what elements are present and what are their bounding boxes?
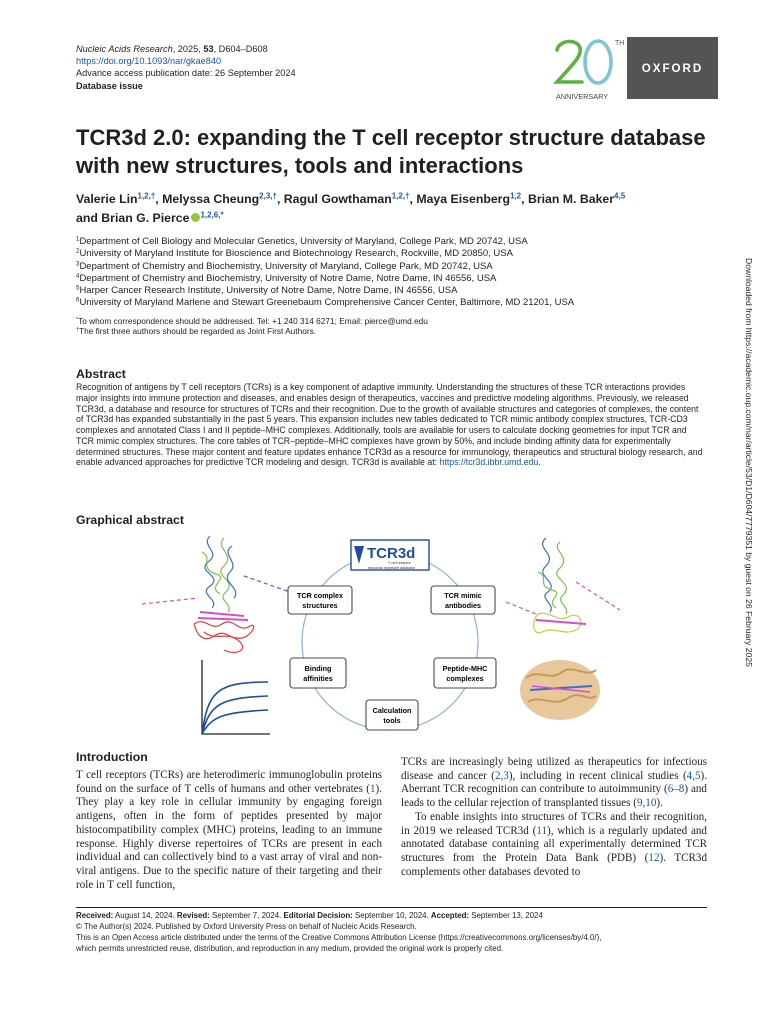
article-footer (76, 911, 712, 955)
introduction-heading: Introduction (76, 750, 148, 764)
article-title: TCR3d 2.0: expanding the T cell receptor structure database with new structures, tools and interactions (76, 125, 706, 178)
author-joiner: and (76, 211, 98, 225)
graphical-abstract-heading: Graphical abstract (76, 513, 184, 527)
affiliations (76, 236, 716, 310)
author-notes (76, 316, 716, 337)
citation-ref[interactable]: 2,3 (494, 769, 509, 782)
node-tcr-complex (288, 586, 352, 614)
joint-first-note: †The first three authors should be regarded as Joint First Authors. (76, 326, 317, 337)
author: Brian G. Pierce $^{1,2,6,*}$ (101, 210, 224, 225)
intro-paragraph: TCRs are increasingly being utilized as therapeutics for infectious disease and cancer (2,3), including in recent clinical studies (4,5). Aberrant TCR recognition can contribute to autoimmunity (6–8) and leads to the cellular rejection of transplanted tissues (9,10). (401, 756, 707, 810)
affiliation: $^1$Department of Cell Biology and Molecular Genetics, University of Maryland, College Park, MD 20742, USA (76, 235, 528, 247)
binding-curves-image (202, 660, 270, 734)
logo-anniversary: ANNIVERSARY (556, 92, 609, 101)
svg-text:TCR mimic: TCR mimic (444, 591, 482, 600)
tcr-mimic-structure-image (506, 538, 620, 633)
tcr3d-logo (351, 540, 429, 570)
node-peptide-mhc (434, 658, 496, 688)
publisher-name: OXFORD (641, 61, 704, 75)
graphical-abstract-figure (140, 532, 630, 740)
citation-ref[interactable]: 12 (648, 851, 660, 864)
journal-meta (76, 43, 296, 92)
node-binding-affinities (290, 658, 346, 688)
svg-text:Peptide-MHC: Peptide-MHC (442, 664, 488, 673)
tcr3d-logo-sub1: T cell receptor (388, 561, 411, 565)
tcr3d-logo-text: TCR3d (367, 545, 416, 562)
affiliation: $^5$Harper Cancer Research Institute, University of Notre Dame, Notre Dame, IN 46556, USA (76, 284, 458, 297)
volume: 53 (203, 44, 214, 54)
tcr3d-logo-sub2: structural repertoire database (368, 566, 415, 570)
license-line: This is an Open Access article distributed under the terms of the Creative Commons Attribution License (https://creativecommons.org/licenses/by/4.0/), (76, 932, 602, 942)
affiliation: $^6$University of Maryland Marlene and Stewart Greenebaum Comprehensive Cancer Center, Baltimore, MD 21201, USA (76, 297, 575, 309)
citation-year: , 2025, (172, 44, 204, 54)
intro-paragraph: T cell receptors (TCRs) are heterodimeric immunoglobulin proteins found on the surface of T cells of humans and other vertebrates (1). They play a key role in cellular immunity by engaging foreign antigens, often in the form of peptides presented by major histocompatibility complex (MHC) proteins, leading to an immune response. Highly diverse repertoires of TCRs are present in each individual and can collectively bind to a vast array of viral and non-viral antigens. Due to the specific nature of their targeting and their role in T cell function, (76, 769, 382, 891)
abstract-heading: Abstract (76, 367, 126, 381)
abstract-text: Recognition of antigens by T cell receptors (TCRs) is a key component of adaptive immunity. Understanding the structures of these TCR interactions provides major insights into immune protection and diseases, and enables design of therapeutics, vaccines and predictive modeling algorithms. Previously, we released TCR3d, a database and resource for structures of TCRs and their recognition. Due to the growth of available structures and categories of complexes, the content of TCR3d has expanded substantially in the past 5 years. This expansion includes new tables dedicated to TCR mimic antibody complex structures, TCR-CD3 complexes and annotated Class I and II peptide–MHC complexes. Additionally, tools are available for users to calculate docking geometries for input TCR and TCR mimic complex structures. The core tables of TCR–peptide–MHC complexes have grown by 50%, and include binding affinity data for experimentally determined structures. These major content and feature updates enhance TCR3d as a resource for immunology, therapeutics and structural biology research, and enable advanced approaches for predictive TCR modeling and design. TCR3d is available at: https://tcr3d.ibbr.umd.edu. (76, 382, 703, 468)
author: Maya Eisenberg$^{1,2}$ (416, 191, 522, 206)
citation-ref[interactable]: 6–8 (667, 783, 685, 796)
copyright-line: © The Author(s) 2024. Published by Oxford University Press on behalf of Nucleic Acids Research. (76, 921, 417, 931)
journal-name: Nucleic Acids Research (76, 44, 173, 54)
author: Brian M. Baker$^{4,5}$ (527, 191, 626, 206)
correspondence-note: *To whom correspondence should be addressed. Tel: +1 240 314 6271; Email: pierce@umd.edu (76, 316, 428, 326)
advance-access-date: Advance access publication date: 26 September 2024 (76, 68, 296, 79)
svg-text:affinities: affinities (303, 674, 333, 683)
intro-column-right (401, 756, 707, 879)
pmhc-structure-image (520, 660, 600, 720)
affiliation: $^3$Department of Chemistry and Biochemistry, University of Maryland, College Park, MD 20742, USA (76, 260, 493, 272)
doi-link[interactable]: https://doi.org/10.1093/nar/gkae840 (76, 56, 222, 67)
svg-text:tools: tools (383, 716, 401, 725)
intro-column-left (76, 769, 382, 892)
history-dates: Received: August 14, 2024. Revised: September 7, 2024. Editorial Decision: September 10, 2024. Accepted: September 13, 2024 (76, 911, 543, 920)
author: Melyssa Cheung$^{2,3,\dagger}$ (162, 191, 277, 206)
svg-text:structures: structures (302, 601, 338, 610)
citation-line (76, 43, 296, 55)
author: Valerie Lin$^{1,2,\dagger}$ (76, 191, 156, 206)
affiliation: $^4$Department of Chemistry and Biochemistry, University of Notre Dame, Notre Dame, IN 46556, USA (76, 272, 497, 284)
20th-anniversary-logo (553, 36, 623, 102)
svg-text:antibodies: antibodies (445, 601, 481, 610)
citation-ref[interactable]: 9,10 (636, 797, 657, 810)
tcr3d-url-link[interactable]: https://tcr3d.ibbr.umd.edu (439, 457, 539, 468)
affiliation: $^2$University of Maryland Institute for Bioscience and Biotechnology Research, Rockville, MD 20850, USA (76, 247, 513, 260)
intro-paragraph: To enable insights into structures of TCRs and their recognition, in 2019 we released TCR3d (11), which is a regularly updated and annotated database containing all experimentally determined TCR structures from the Protein Data Bank (PDB) (12). TCR3d complements other databases devoted to (401, 810, 708, 878)
author-list: Valerie Lin$^{1,2,\dagger}$, Melyssa Cheung$^{2,3,\dagger}$, Ragul Gowthaman$^{1,2,\dagger}$, Maya Eisenberg$^{1,2}$, Brian M. Baker$^{4,5}$ and Brian G. Pierce $^{1,2,6,*}$ (76, 191, 626, 225)
node-tcr-mimic (431, 586, 495, 614)
logo-th: TH (615, 40, 625, 47)
issue-label: Database issue (76, 80, 143, 91)
citation-ref[interactable]: 4,5 (686, 769, 701, 782)
citation-ref[interactable]: 1 (369, 782, 376, 795)
tcr-complex-structure-image (142, 536, 290, 652)
download-side-note: Downloaded from https://academic.oup.com/nar/article/53/D1/D604/7779351 by guest on 26 February 2025 (744, 258, 754, 667)
oxford-logo (627, 37, 718, 99)
svg-text:Binding: Binding (304, 664, 332, 673)
license-line: which permits unrestricted reuse, distribution, and reproduction in any medium, provided the original work is properly cited. (76, 943, 504, 953)
citation-ref[interactable]: 11 (536, 824, 548, 837)
svg-text:TCR complex: TCR complex (297, 591, 343, 600)
svg-text:Calculation: Calculation (372, 706, 412, 715)
footer-divider (76, 907, 707, 908)
node-calculation-tools (366, 700, 418, 730)
pages: , D604–D608 (213, 44, 268, 54)
author: Ragul Gowthaman$^{1,2,\dagger}$ (283, 191, 410, 206)
svg-text:complexes: complexes (446, 674, 484, 683)
